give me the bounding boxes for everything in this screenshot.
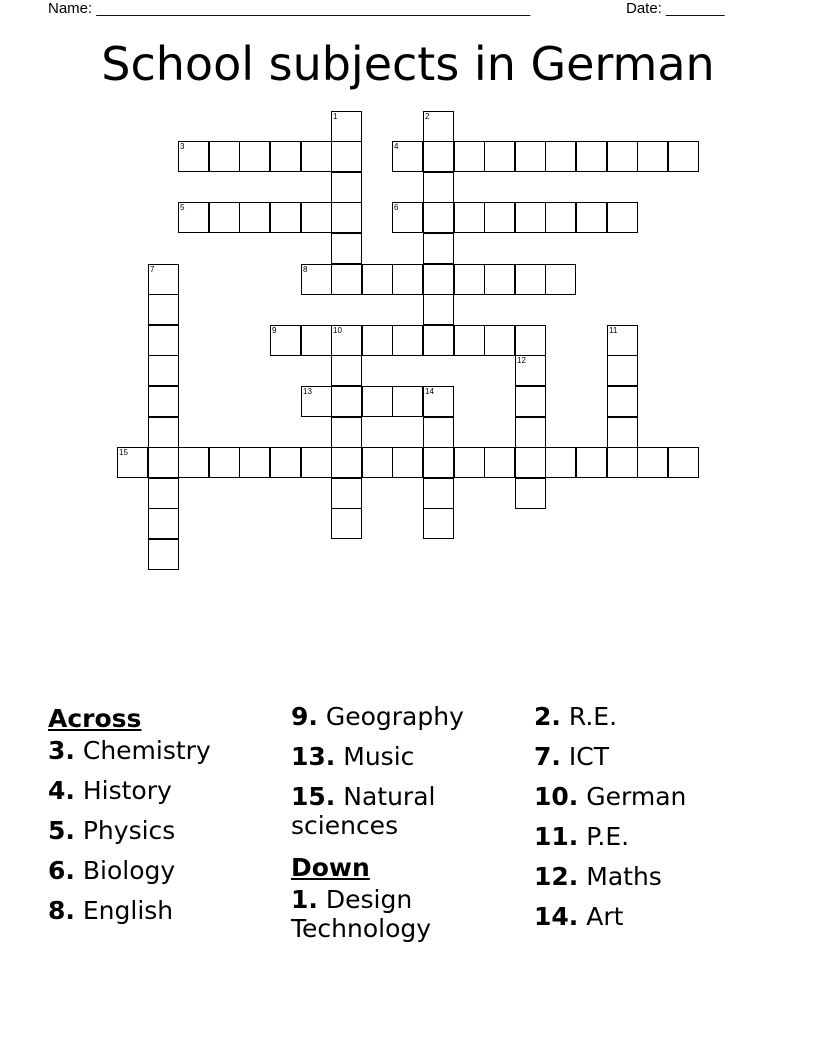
- cell-number: 10: [333, 326, 342, 335]
- grid-cell[interactable]: [362, 325, 393, 356]
- clue-number: 12.: [534, 862, 579, 891]
- grid-cell[interactable]: [515, 355, 546, 386]
- date-label: Date:: [626, 0, 662, 17]
- grid-cell[interactable]: [301, 325, 332, 356]
- clue-across-15: [291, 782, 491, 840]
- cell-number: 12: [517, 356, 526, 365]
- clue-text: P.E.: [586, 822, 630, 851]
- clue-number: 10.: [534, 782, 579, 811]
- grid-cell[interactable]: [454, 264, 485, 295]
- cell-number: 7: [150, 265, 155, 274]
- grid-cell[interactable]: [331, 111, 362, 142]
- clue-down-2: [534, 702, 686, 731]
- clue-column-3: [534, 702, 686, 942]
- grid-cell[interactable]: [209, 202, 240, 233]
- clue-number: 13.: [291, 742, 336, 771]
- grid-cell[interactable]: [423, 294, 454, 325]
- grid-cell[interactable]: [148, 386, 179, 417]
- name-blank: ____________________________________________________: [96, 0, 531, 17]
- clue-down-11: [534, 822, 686, 851]
- grid-cell[interactable]: [515, 447, 546, 478]
- grid-cell[interactable]: [515, 386, 546, 417]
- clue-text: Chemistry: [82, 736, 211, 765]
- grid-cell[interactable]: [392, 141, 423, 172]
- grid-cell[interactable]: [362, 447, 393, 478]
- grid-cell[interactable]: [515, 202, 546, 233]
- grid-cell[interactable]: [637, 447, 668, 478]
- clue-down-10: [534, 782, 686, 811]
- grid-cell[interactable]: [362, 264, 393, 295]
- grid-cell[interactable]: [423, 417, 454, 448]
- clue-number: 6.: [48, 856, 75, 885]
- cell-number: 6: [394, 203, 399, 212]
- grid-cell[interactable]: [392, 264, 423, 295]
- grid-cell[interactable]: [331, 447, 362, 478]
- clue-across-13: [291, 742, 491, 771]
- clue-text: Maths: [586, 862, 662, 891]
- grid-cell[interactable]: [239, 141, 270, 172]
- clue-text: Geography: [325, 702, 464, 731]
- clue-across-4: [48, 776, 211, 805]
- grid-cell[interactable]: [423, 172, 454, 203]
- grid-cell[interactable]: [607, 447, 638, 478]
- grid-cell[interactable]: [576, 447, 607, 478]
- date-blank: _______: [666, 0, 725, 17]
- grid-cell[interactable]: [331, 417, 362, 448]
- grid-cell[interactable]: [270, 141, 301, 172]
- clue-number: 7.: [534, 742, 561, 771]
- grid-cell[interactable]: [454, 202, 485, 233]
- grid-cell[interactable]: [484, 325, 515, 356]
- clue-down-12: [534, 862, 686, 891]
- grid-cell[interactable]: [607, 355, 638, 386]
- grid-cell[interactable]: [607, 386, 638, 417]
- grid-cell[interactable]: [423, 264, 454, 295]
- grid-cell[interactable]: [301, 447, 332, 478]
- clue-down-14: [534, 902, 686, 931]
- grid-cell[interactable]: [239, 202, 270, 233]
- cell-number: 15: [119, 448, 128, 457]
- across-heading: Across: [48, 704, 142, 733]
- clue-across-3: [48, 736, 211, 765]
- clue-text: German: [586, 782, 687, 811]
- grid-cell[interactable]: [270, 447, 301, 478]
- cell-number: 1: [333, 112, 338, 121]
- cell-number: 14: [425, 387, 434, 396]
- grid-cell[interactable]: [515, 141, 546, 172]
- grid-cell[interactable]: [331, 386, 362, 417]
- grid-cell[interactable]: [515, 264, 546, 295]
- grid-cell[interactable]: [392, 325, 423, 356]
- grid-cell[interactable]: [209, 447, 240, 478]
- down-heading: Down: [291, 853, 370, 882]
- clue-text: R.E.: [568, 702, 618, 731]
- grid-cell[interactable]: [423, 386, 454, 417]
- grid-cell[interactable]: [331, 141, 362, 172]
- grid-cell[interactable]: [484, 264, 515, 295]
- grid-cell[interactable]: [515, 478, 546, 509]
- clue-number: 15.: [291, 782, 336, 811]
- clue-text: ICT: [568, 742, 609, 771]
- grid-cell[interactable]: [270, 325, 301, 356]
- grid-cell[interactable]: [423, 202, 454, 233]
- clue-text: Music: [343, 742, 415, 771]
- grid-cell[interactable]: [392, 386, 423, 417]
- grid-cell[interactable]: [484, 447, 515, 478]
- grid-cell[interactable]: [545, 202, 576, 233]
- clue-across-5: [48, 816, 211, 845]
- grid-cell[interactable]: [637, 141, 668, 172]
- grid-cell[interactable]: [331, 264, 362, 295]
- grid-cell[interactable]: [301, 141, 332, 172]
- clue-across-6: [48, 856, 211, 885]
- cell-number: 2: [425, 112, 430, 121]
- clue-text: Biology: [82, 856, 176, 885]
- cell-number: 13: [303, 387, 312, 396]
- clue-number: 8.: [48, 896, 75, 925]
- grid-cell[interactable]: [423, 141, 454, 172]
- clue-text: Design Technology: [291, 885, 432, 943]
- name-label: Name:: [48, 0, 93, 17]
- cell-number: 4: [394, 142, 399, 151]
- clue-text: Art: [586, 902, 624, 931]
- grid-cell[interactable]: [484, 141, 515, 172]
- clue-number: 11.: [534, 822, 579, 851]
- clue-number: 9.: [291, 702, 318, 731]
- grid-cell[interactable]: [668, 447, 699, 478]
- grid-cell[interactable]: [301, 264, 332, 295]
- grid-cell[interactable]: [178, 141, 209, 172]
- grid-cell[interactable]: [392, 202, 423, 233]
- cell-number: 11: [609, 326, 618, 335]
- clue-down-1: [291, 885, 491, 943]
- grid-cell[interactable]: [331, 325, 362, 356]
- page-title: School subjects in German: [101, 37, 715, 91]
- grid-cell[interactable]: [148, 508, 179, 539]
- clue-text: Natural sciences: [291, 782, 436, 840]
- grid-cell[interactable]: [423, 508, 454, 539]
- grid-cell[interactable]: [454, 141, 485, 172]
- clue-column-2: [291, 702, 491, 954]
- clue-number: 5.: [48, 816, 75, 845]
- grid-cell[interactable]: [607, 325, 638, 356]
- grid-cell[interactable]: [301, 386, 332, 417]
- grid-cell[interactable]: [178, 202, 209, 233]
- grid-cell[interactable]: [331, 355, 362, 386]
- grid-cell[interactable]: [148, 294, 179, 325]
- grid-cell[interactable]: [454, 325, 485, 356]
- cell-number: 8: [303, 265, 308, 274]
- grid-cell[interactable]: [607, 141, 638, 172]
- clue-across-8: [48, 896, 211, 925]
- grid-cell[interactable]: [117, 447, 148, 478]
- grid-cell[interactable]: [148, 325, 179, 356]
- clue-number: 14.: [534, 902, 579, 931]
- cell-number: 9: [272, 326, 277, 335]
- grid-cell[interactable]: [362, 386, 393, 417]
- grid-cell[interactable]: [423, 447, 454, 478]
- clue-text: History: [82, 776, 172, 805]
- grid-cell[interactable]: [331, 172, 362, 203]
- grid-cell[interactable]: [331, 202, 362, 233]
- grid-cell[interactable]: [576, 202, 607, 233]
- grid-cell[interactable]: [209, 141, 240, 172]
- grid-cell[interactable]: [178, 447, 209, 478]
- grid-cell[interactable]: [148, 355, 179, 386]
- grid-cell[interactable]: [148, 539, 179, 570]
- grid-cell[interactable]: [331, 478, 362, 509]
- grid-cell[interactable]: [545, 264, 576, 295]
- clue-number: 3.: [48, 736, 75, 765]
- grid-cell[interactable]: [423, 233, 454, 264]
- grid-cell[interactable]: [576, 141, 607, 172]
- grid-cell[interactable]: [515, 417, 546, 448]
- clue-number: 4.: [48, 776, 75, 805]
- grid-cell[interactable]: [484, 202, 515, 233]
- grid-cell[interactable]: [392, 447, 423, 478]
- grid-cell[interactable]: [270, 202, 301, 233]
- grid-cell[interactable]: [148, 478, 179, 509]
- grid-cell[interactable]: [668, 141, 699, 172]
- grid-cell[interactable]: [423, 111, 454, 142]
- clue-text: Physics: [82, 816, 176, 845]
- grid-cell[interactable]: [148, 417, 179, 448]
- grid-cell[interactable]: [239, 447, 270, 478]
- grid-cell[interactable]: [545, 447, 576, 478]
- clue-text: English: [82, 896, 174, 925]
- clue-number: 2.: [534, 702, 561, 731]
- clue-across-9: [291, 702, 491, 731]
- grid-cell[interactable]: [607, 202, 638, 233]
- clue-number: 1.: [291, 885, 318, 914]
- grid-cell[interactable]: [331, 233, 362, 264]
- grid-cell[interactable]: [148, 264, 179, 295]
- clue-column-1: [48, 702, 211, 936]
- grid-cell[interactable]: [301, 202, 332, 233]
- grid-cell[interactable]: [423, 478, 454, 509]
- grid-cell[interactable]: [515, 325, 546, 356]
- grid-cell[interactable]: [148, 447, 179, 478]
- cell-number: 5: [180, 203, 185, 212]
- clue-down-7: [534, 742, 686, 771]
- grid-cell[interactable]: [331, 508, 362, 539]
- grid-cell[interactable]: [607, 417, 638, 448]
- cell-number: 3: [180, 142, 185, 151]
- grid-cell[interactable]: [454, 447, 485, 478]
- grid-cell[interactable]: [545, 141, 576, 172]
- grid-cell[interactable]: [423, 325, 454, 356]
